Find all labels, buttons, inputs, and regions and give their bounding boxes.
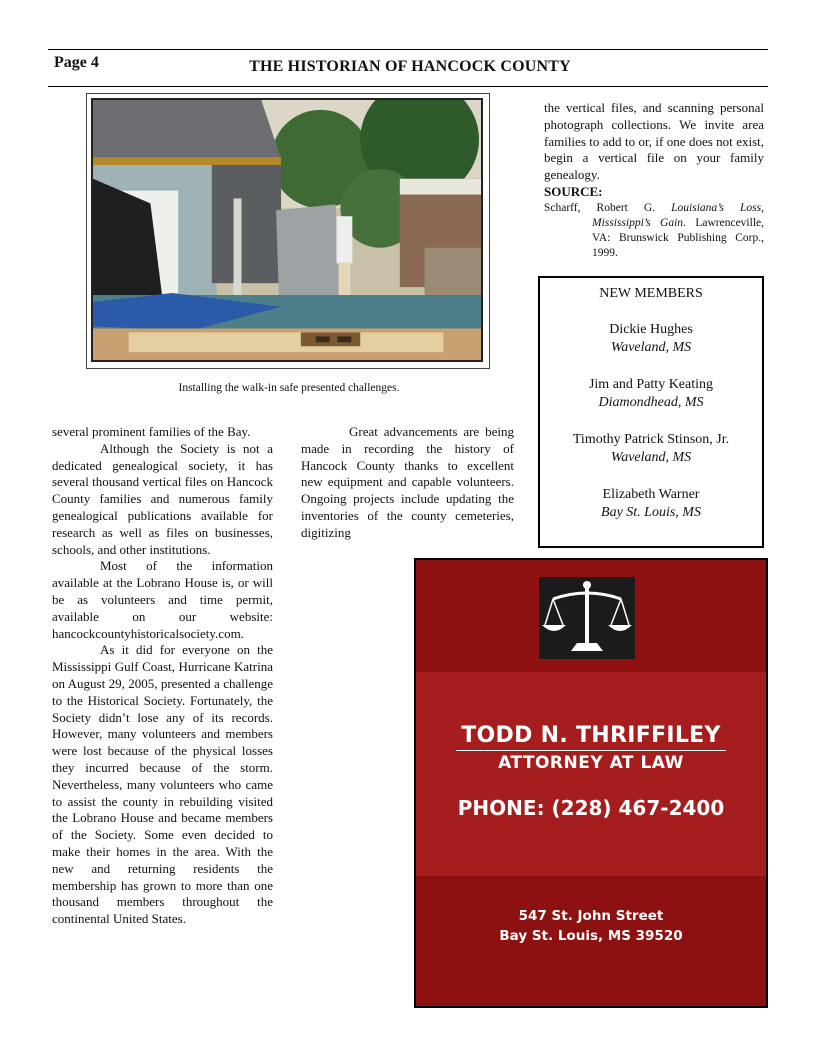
member-entry: [540, 431, 762, 467]
source-author: Scharff, Robert G.: [544, 201, 672, 214]
photo-caption: Installing the walk-in safe presented challenges.: [178, 382, 400, 394]
newsletter-title: THE HISTORIAN OF HANCOCK COUNTY: [249, 58, 571, 75]
attorney-advertisement: [414, 558, 768, 1008]
member-location: Bay St. Louis, MS: [601, 505, 701, 520]
member-location: Waveland, MS: [610, 340, 692, 355]
article-column-1: [52, 424, 273, 928]
header-top-rule: [48, 49, 768, 50]
article-paragraph: As it did for everyone on the Mississippi Gulf Coast, Hurricane Katrina on August 29, 2005, presented a challenge to the Historical Society. Fortunately, the Society didn’t lose any of its records. However, many volunteers and members were lost because of the physical losses they incurred because of the storm. Nevertheless, many volunteers who came to assist the county in rebuilding visited the Lobrano House and became members of the Society. Some even decided to make their homes in the area. With the new and returning residents the membership has grown to more than one thousand members throughout the continental United States.: [52, 642, 273, 927]
member-name: Dickie Hughes: [609, 322, 693, 337]
attorney-city-address: Bay St. Louis, MS 39520: [499, 928, 683, 944]
attorney-title: ATTORNEY AT LAW: [498, 753, 684, 773]
article-paragraph: several prominent families of the Bay.: [52, 424, 251, 439]
attorney-name: TODD N. THRIFFILEY: [461, 723, 721, 748]
member-location: Waveland, MS: [610, 450, 692, 465]
source-heading: SOURCE:: [544, 183, 603, 199]
member-entry: [540, 376, 762, 412]
photo-illustration: [91, 98, 483, 362]
member-name: Jim and Patty Keating: [588, 377, 714, 392]
source-book-title: Louisiana’s Loss, Mississippi’s Gain: [592, 201, 764, 229]
new-members-title: NEW MEMBERS: [599, 286, 703, 301]
attorney-phone: PHONE: (228) 467-2400: [457, 796, 725, 820]
article-paragraph: Great advancements are being made in recording the history of Hancock County thanks to excellent new equipment and capable volunteers. Ongoing projects include updating the inventories of the county cemeteries, digitizing: [301, 424, 514, 540]
scales-of-justice-icon: [539, 577, 635, 659]
page-number: Page 4: [54, 54, 99, 71]
member-name: Timothy Patrick Stinson, Jr.: [572, 432, 730, 447]
article-column-2: [301, 424, 514, 542]
new-members-box: [538, 276, 764, 548]
source-publisher: . Lawrenceville, VA: Brunswick Publishing Corp., 1999.: [592, 216, 764, 259]
header-bottom-rule: [48, 86, 768, 87]
article-paragraph: the vertical files, and scanning personal photograph collections. We invite area families to add to or, if one does not exist, begin a vertical file on your family genealogy.: [544, 100, 764, 183]
member-entry: [540, 321, 762, 357]
article-column-3: [544, 100, 764, 261]
member-name: Elizabeth Warner: [602, 487, 700, 502]
article-paragraph: Although the Society is not a dedicated genealogical society, it has several thousand vertical files on Hancock County families and numerous family genealogical publications available for research as well as files on businesses, schools, and other institutions.: [52, 440, 273, 557]
member-entry: [540, 486, 762, 522]
member-location: Diamondhead, MS: [598, 395, 704, 410]
ad-middle-band: [416, 672, 766, 876]
article-paragraph: Most of the information available at the Lobrano House is, or will be as volunteers and time permit, available on our website: hancockcountyhistoricalsociety.com.: [52, 558, 273, 641]
source-citation: [544, 201, 764, 261]
ad-divider: [456, 750, 726, 751]
attorney-street-address: 547 St. John Street: [518, 908, 664, 924]
walk-in-safe-photo: [86, 93, 490, 369]
